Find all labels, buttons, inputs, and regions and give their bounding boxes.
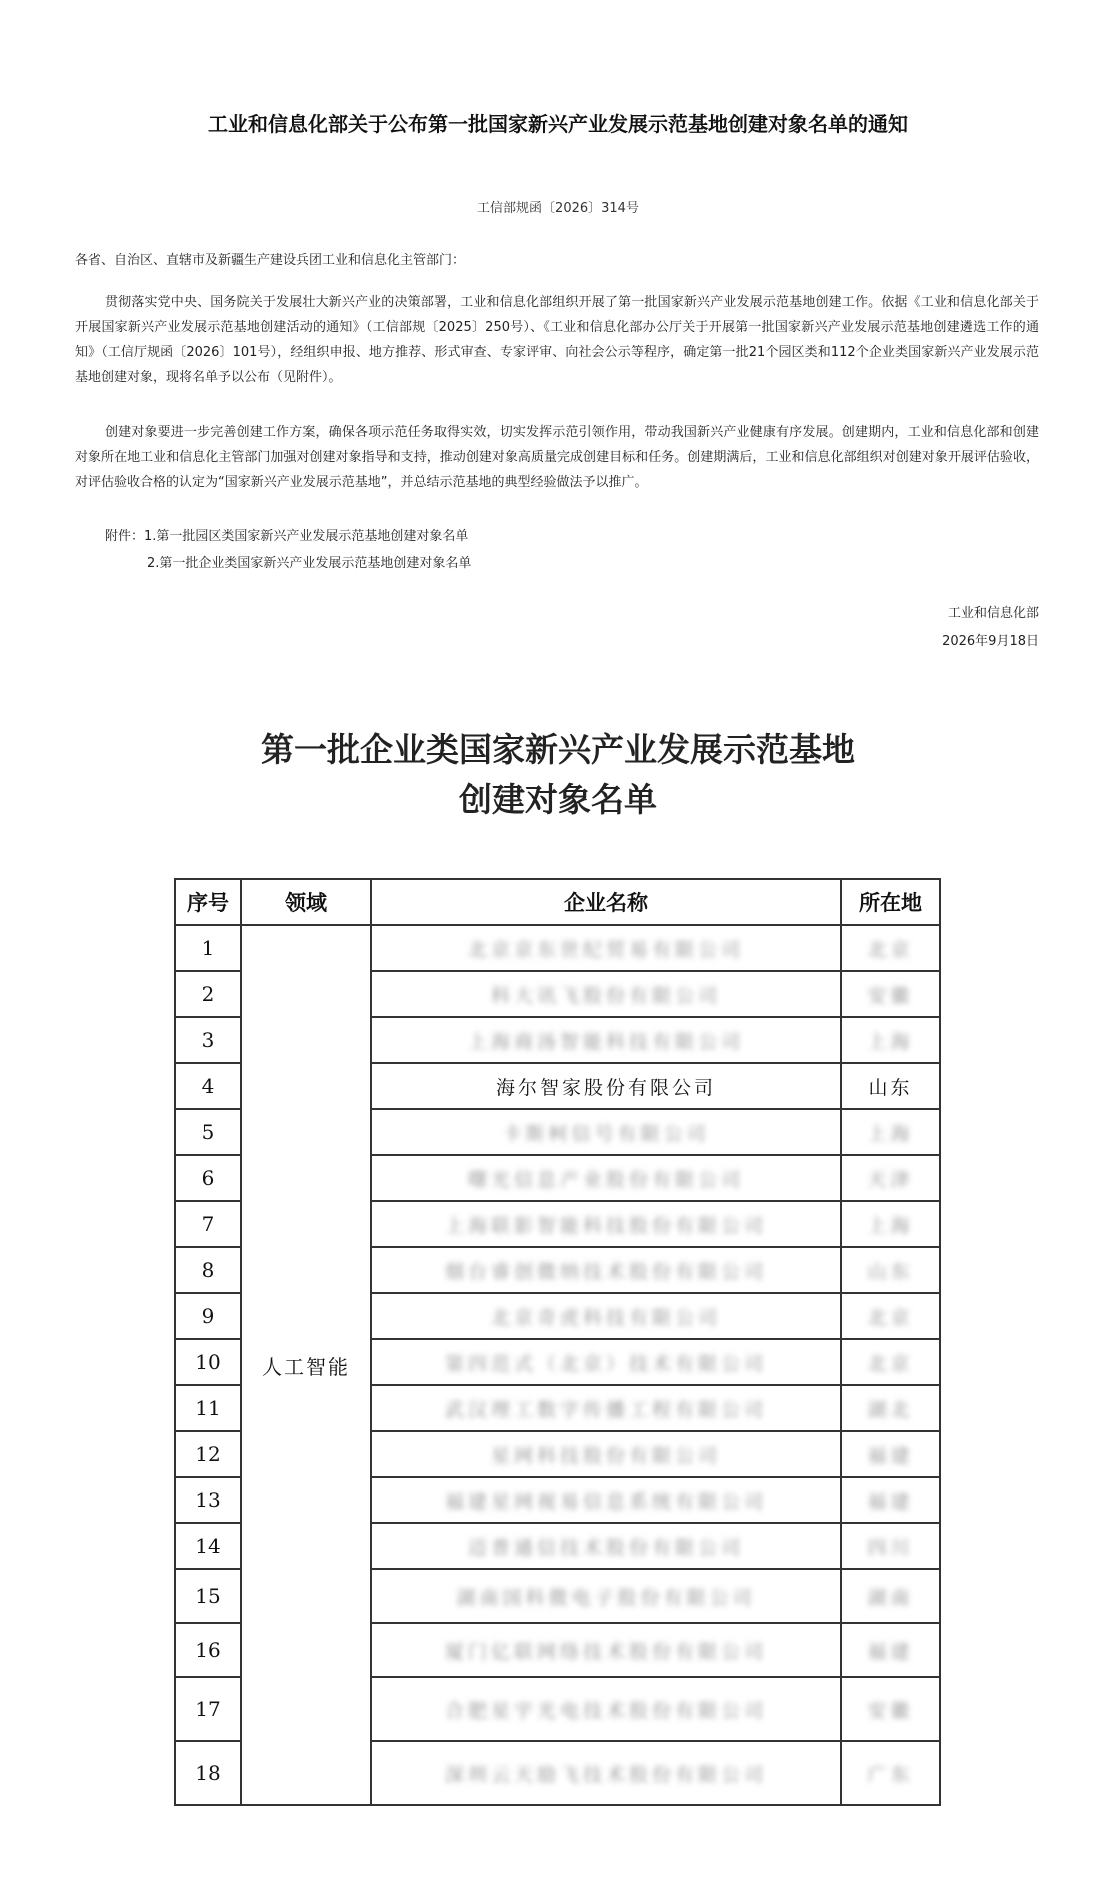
row-number: 7 — [175, 1201, 241, 1247]
company-name-text: 福建星网视易信息系统有限公司 — [444, 1490, 767, 1513]
company-name-text: 武汉理工数字传播工程有限公司 — [444, 1398, 767, 1421]
list-title-line-2: 创建对象名单 — [459, 780, 657, 819]
company-name-text: 北京京东世纪贸易有限公司 — [467, 938, 744, 961]
location — [841, 1523, 940, 1569]
row-number: 3 — [175, 1017, 241, 1063]
location-text: 安徽 — [867, 984, 914, 1007]
company-name — [371, 1569, 841, 1623]
location — [841, 1477, 940, 1523]
notice-title: 工业和信息化部关于公布第一批国家新兴产业发展示范基地创建对象名单的通知 — [208, 112, 908, 136]
row-number: 13 — [175, 1477, 241, 1523]
company-name — [371, 1623, 841, 1677]
company-name — [371, 925, 841, 971]
company-name-text: 厦门亿联网络技术股份有限公司 — [444, 1640, 767, 1663]
row-number: 6 — [175, 1155, 241, 1201]
body-paragraph-1: 贯彻落实党中央、国务院关于发展壮大新兴产业的决策部署，工业和信息化部组织开展了第一批国家新兴产业发展示范基地创建工作。依据《工业和信息化部关于开展国家新兴产业发展示范基地创建活动的通知》（工信部规〔2025〕250号）、《工业和信息化部办公厅关于开展第一批国家新兴产业发展示范基地创建遴选工作的通知》（工信厅规函〔2026〕101号），经组织申报、地方推荐、形式审查、专家评审、向社会公示等程序，确定第一批21个园区类和112个企业类国家新兴产业发展示范基地创建对象，现将名单予以公布（见附件）。 — [75, 295, 1039, 385]
company-name-text: 科大讯飞股份有限公司 — [490, 984, 721, 1007]
company-list-table — [174, 878, 941, 1806]
company-name-text: 湖南国科微电子股份有限公司 — [456, 1586, 756, 1609]
list-title — [0, 725, 1116, 825]
table-header-row — [175, 879, 940, 925]
location — [841, 971, 940, 1017]
location — [841, 1017, 940, 1063]
location-text: 湖北 — [867, 1398, 914, 1421]
company-name — [371, 1155, 841, 1201]
location-text: 北京 — [867, 1352, 914, 1375]
location — [841, 1431, 940, 1477]
company-name — [371, 1109, 841, 1155]
location-text: 四川 — [867, 1536, 914, 1559]
header-location: 所在地 — [841, 879, 940, 925]
document-number: 工信部规函〔2026〕314号 — [477, 201, 639, 216]
row-number: 8 — [175, 1247, 241, 1293]
company-name-text: 北京奇虎科技有限公司 — [490, 1306, 721, 1329]
row-number: 1 — [175, 925, 241, 971]
row-number: 18 — [175, 1741, 241, 1805]
domain-cell: 人工智能 — [241, 925, 371, 1805]
company-name-text: 第四范式（北京）技术有限公司 — [444, 1352, 767, 1375]
location — [841, 1385, 940, 1431]
company-name-text: 烟台睿创微纳技术股份有限公司 — [444, 1260, 767, 1283]
row-number: 4 — [175, 1063, 241, 1109]
location — [841, 1155, 940, 1201]
company-name-text: 上海联影智能科技股份有限公司 — [444, 1214, 767, 1237]
row-number: 12 — [175, 1431, 241, 1477]
location — [841, 925, 940, 971]
row-number: 10 — [175, 1339, 241, 1385]
recipient-line: 各省、自治区、直辖市及新疆生产建设兵团工业和信息化主管部门： — [75, 253, 466, 268]
location-text: 湖南 — [867, 1586, 914, 1609]
row-number: 11 — [175, 1385, 241, 1431]
company-name-text: 曙光信息产业股份有限公司 — [467, 1168, 744, 1191]
company-name-text: 合肥星宇光电技术股份有限公司 — [444, 1699, 767, 1722]
location — [841, 1247, 940, 1293]
company-name — [371, 971, 841, 1017]
signing-date: 2026年9月18日 — [942, 634, 1039, 649]
location — [841, 1293, 940, 1339]
company-name-text: 卡斯柯信号有限公司 — [502, 1122, 710, 1145]
company-name — [371, 1741, 841, 1805]
row-number: 14 — [175, 1523, 241, 1569]
row-number: 5 — [175, 1109, 241, 1155]
location-text: 广东 — [867, 1763, 914, 1786]
location-text: 山东 — [867, 1260, 914, 1283]
company-name-text: 上海商汤智能科技有限公司 — [467, 1030, 744, 1053]
location-text: 山东 — [868, 1076, 913, 1099]
location-text: 上海 — [867, 1122, 914, 1145]
row-number: 17 — [175, 1677, 241, 1741]
attachments — [105, 523, 471, 577]
header-number: 序号 — [175, 879, 241, 925]
row-number: 15 — [175, 1569, 241, 1623]
company-name — [371, 1293, 841, 1339]
company-name-text: 迈普通信技术股份有限公司 — [467, 1536, 744, 1559]
signature-block — [942, 600, 1039, 656]
row-number: 16 — [175, 1623, 241, 1677]
company-name-text: 海尔智家股份有限公司 — [495, 1076, 716, 1099]
company-name — [371, 1017, 841, 1063]
company-name — [371, 1677, 841, 1741]
location-text: 安徽 — [867, 1699, 914, 1722]
row-number: 9 — [175, 1293, 241, 1339]
location — [841, 1569, 940, 1623]
location-text: 北京 — [867, 1306, 914, 1329]
header-company: 企业名称 — [371, 879, 841, 925]
row-number: 2 — [175, 971, 241, 1017]
attachment-1: 附件：1.第一批园区类国家新兴产业发展示范基地创建对象名单 — [105, 529, 469, 544]
location-text: 天津 — [867, 1168, 914, 1191]
location-text: 福建 — [867, 1640, 914, 1663]
company-name — [371, 1431, 841, 1477]
header-domain: 领域 — [241, 879, 371, 925]
location — [841, 1677, 940, 1741]
location — [841, 1063, 940, 1109]
company-name — [371, 1339, 841, 1385]
location — [841, 1109, 940, 1155]
location — [841, 1339, 940, 1385]
attachment-2: 2.第一批企业类国家新兴产业发展示范基地创建对象名单 — [147, 556, 472, 571]
location-text: 北京 — [867, 938, 914, 961]
company-name — [371, 1247, 841, 1293]
location — [841, 1741, 940, 1805]
location — [841, 1201, 940, 1247]
location-text: 福建 — [867, 1490, 914, 1513]
company-name-text: 星网科技股份有限公司 — [490, 1444, 721, 1467]
location — [841, 1623, 940, 1677]
location-text: 上海 — [867, 1214, 914, 1237]
company-name — [371, 1477, 841, 1523]
table-row — [175, 925, 940, 971]
company-name — [371, 1201, 841, 1247]
company-name — [371, 1523, 841, 1569]
company-name-text: 深圳云天励飞技术股份有限公司 — [444, 1763, 767, 1786]
list-title-line-1: 第一批企业类国家新兴产业发展示范基地 — [261, 730, 855, 769]
signer-name: 工业和信息化部 — [947, 606, 1039, 621]
company-name — [371, 1063, 841, 1109]
location-text: 福建 — [867, 1444, 914, 1467]
location-text: 上海 — [867, 1030, 914, 1053]
table-body — [175, 925, 940, 1805]
company-name — [371, 1385, 841, 1431]
body-paragraph-2: 创建对象要进一步完善创建工作方案，确保各项示范任务取得实效，切实发挥示范引领作用，带动我国新兴产业健康有序发展。创建期内，工业和信息化部和创建对象所在地工业和信息化主管部门加强对创建对象指导和支持，推动创建对象高质量完成创建目标和任务。创建期满后，工业和信息化部组织对创建对象开展评估验收，对评估验收合格的认定为“国家新兴产业发展示范基地”，并总结示范基地的典型经验做法予以推广。 — [75, 425, 1039, 490]
